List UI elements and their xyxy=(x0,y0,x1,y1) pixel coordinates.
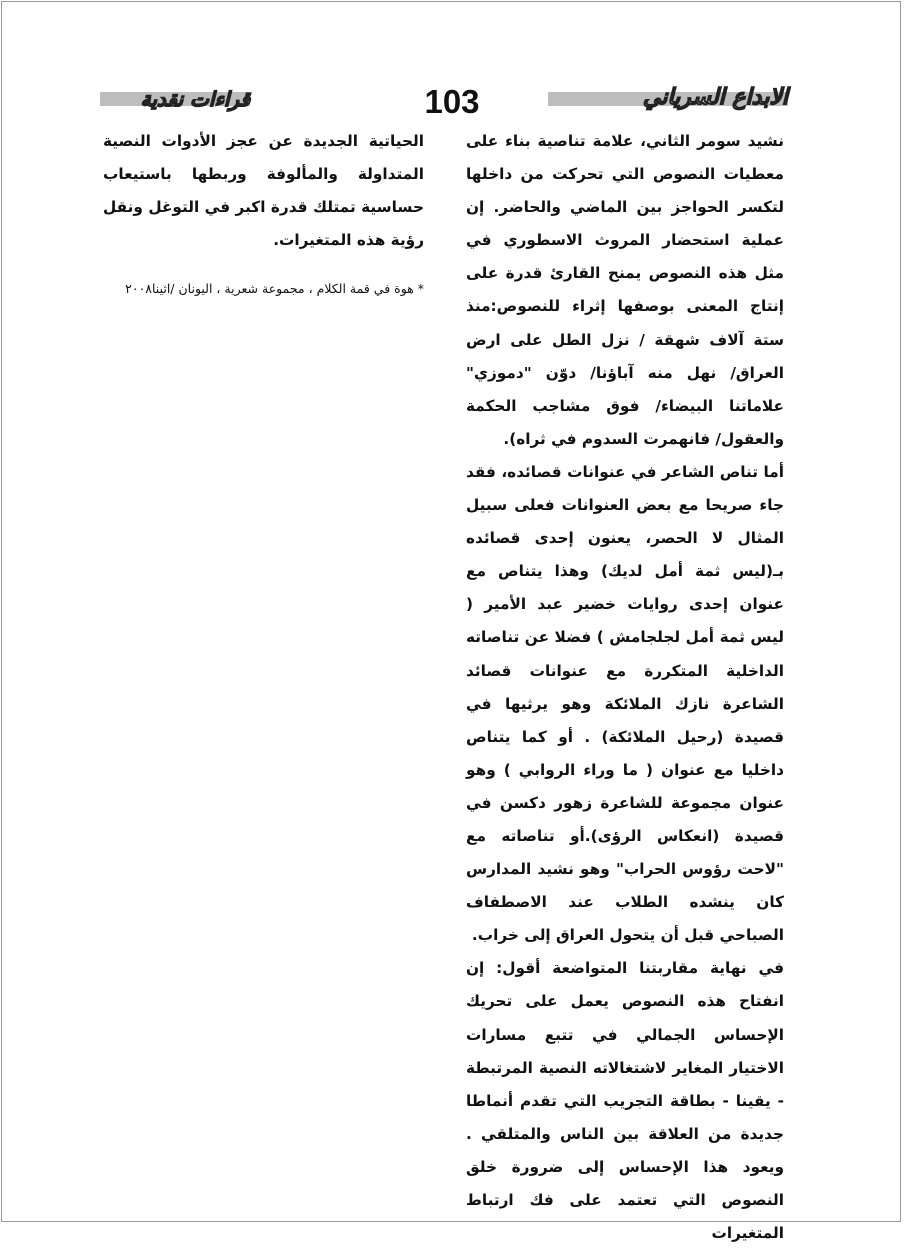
body-paragraph-3: في نهاية مقاربتنا المتواضعة أقول: إن انفتاح هذه النصوص يعمل على تحريك الإحساس الجمالي في تتبع مسارات الاختيار المغاير لاشتغالاته النصية المرتبطة - يقينا - بطاقة التجريب التي تقدم أنماطا جديدة من العلاقة بين الناس والمتلقي . ويعود هذا الإحساس إلى ضرورة خلق النصوص التي تعتمد على فك ارتباط المتغيرات xyxy=(466,959,784,1243)
body-paragraph-2: أما تناص الشاعر في عنوانات قصائده، فقد جاء صريحا مع بعض العنوانات فعلى سبيل المثال لا الحصر، يعنون إحدى قصائده بـ(ليس ثمة أمل لديك) وهذا يتناص مع عنوان إحدى روايات خضير عبد الأمير ( ليس ثمة أمل لجلجامش ) فضلا عن تناصاته الداخلية المتكررة مع عنوانات قصائد الشاعرة نازك الملائكة وهو يرثيها في قصيدة (رحيل الملائكة) . أو كما يتناص داخليا مع عنوان ( ما وراء الروابي ) وهو عنوان مجموعة للشاعرة زهور دكسن في قصيدة (انعكاس الرؤى).أو تناصاته مع "لاحت رؤوس الحراب" وهو نشيد المدارس كان ينشده الطلاب عند الاصطفاف الصباحي قبل أن يتحول العراق إلى خراب. xyxy=(466,462,784,945)
footnote: * هوة في قمة الكلام ، مجموعة شعرية ، اليونان /اثينا٢٠٠٨ xyxy=(125,281,424,297)
body-paragraph-1: نشيد سومر الثاني، علامة تناصية بناء على معطيات النصوص التي تحركت من داخلها لتكسر الحواجز بين الماضي والحاضر. إن عملية استحضار المروث الاسطوري في مثل هذه النصوص يمنح القارئ قدرة على إنتاج المعنى بوصفها إثراء للنصوص:منذ ستة آلاف شهقة / نزل الطل على ارض العراق/ نهل منه آباؤنا/ دوّن "دموزي" علاماتنا البيضاء/ فوق مشاجب الحكمة والعقول/ فانهمرت السدوم في ثراه). xyxy=(466,132,784,448)
body-paragraph-continued: الحياتية الجديدة عن عجز الأدوات النصية المتداولة والمألوفة وربطها باستيعاب حساسية تمتلك قدرة اكبر في التوغل ونقل رؤية هذه المتغيرات. xyxy=(103,132,424,250)
left-column xyxy=(103,125,424,302)
page-number: 103 xyxy=(424,83,480,120)
section-title: قراءات نقدية xyxy=(140,87,250,111)
magazine-title: الابداع السرياني xyxy=(642,85,788,110)
right-column xyxy=(466,125,784,1250)
